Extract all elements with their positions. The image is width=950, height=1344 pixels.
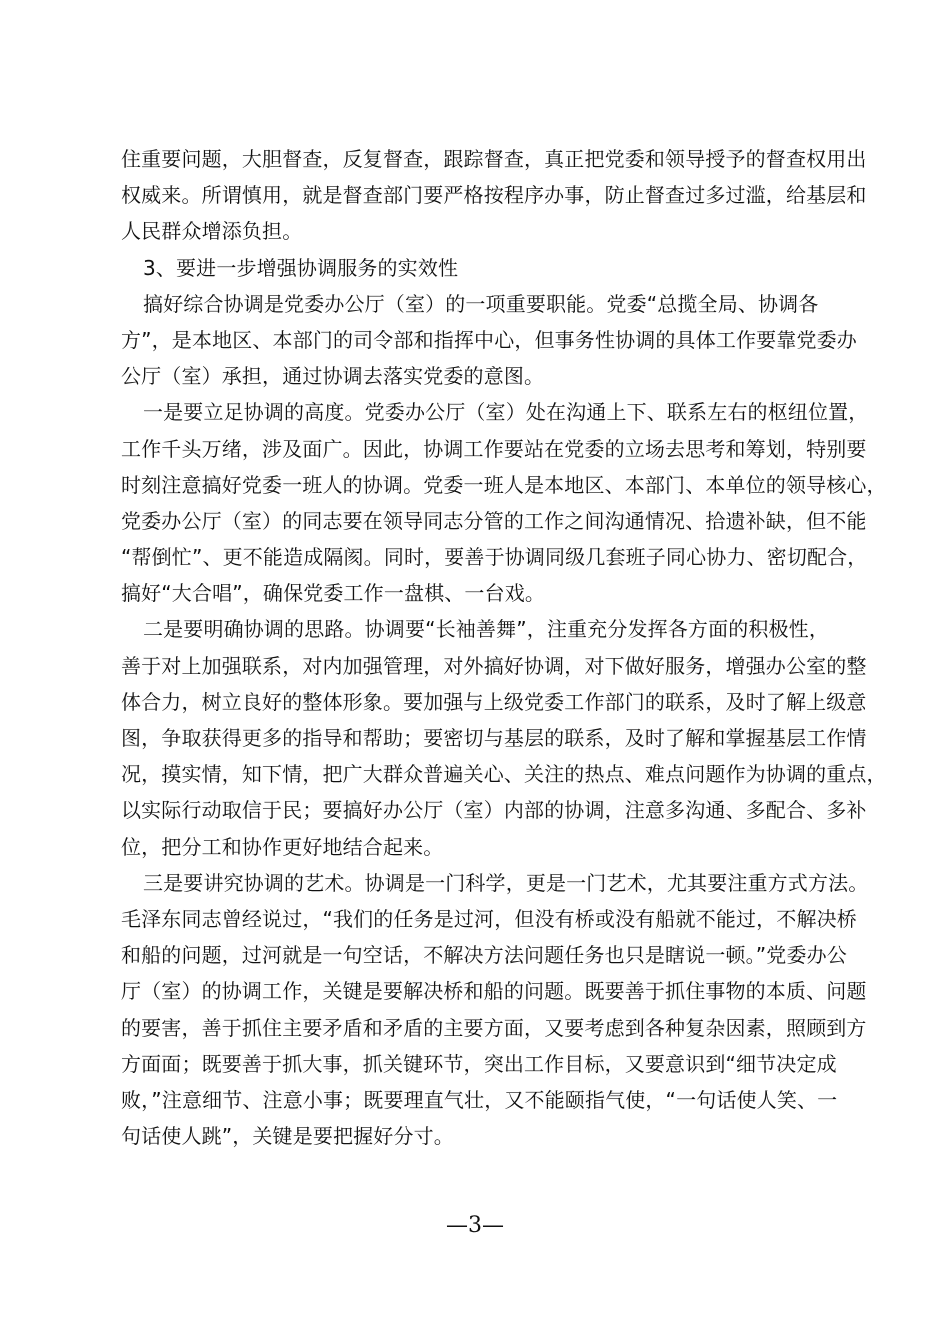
text-line: 党委办公厅（室）的同志要在领导同志分管的工作之间沟通情况、拾遗补缺，但不能 (121, 508, 867, 533)
text-line: 住重要问题，大胆督查，反复督查，跟踪督查，真正把党委和领导授予的督查权用出 (121, 147, 867, 171)
text-line: 厅（室）的协调工作，关键是要解决桥和船的问题。既要善于抓住事物的本质、问题 (121, 979, 867, 1004)
text-line: 时刻注意搞好党委一班人的协调。党委一班人是本地区、本部门、本单位的领导核心， (121, 472, 887, 497)
text-line: 败，”注意细节、注意小事；既要理直气壮，又不能颐指气使，“一句话使人笑、一 (121, 1087, 838, 1112)
text-line: 善于对上加强联系，对内加强管理，对外搞好协调，对下做好服务，增强办公室的整 (121, 653, 867, 678)
text-line: 搞好综合协调是党委办公厅（室）的一项重要职能。党委“总揽全局、协调各 (143, 291, 819, 316)
text-line: 况，摸实情，知下情，把广大群众普遍关心、关注的热点、难点问题作为协调的重点， (121, 762, 887, 787)
text-line: 体合力，树立良好的整体形象。要加强与上级党委工作部门的联系，及时了解上级意 (121, 689, 867, 714)
text-line: 权威来。所谓慎用，就是督查部门要严格按程序办事，防止督查过多过滥，给基层和 (121, 183, 867, 208)
text-line: 以实际行动取信于民；要搞好办公厅（室）内部的协调，注意多沟通、多配合、多补 (121, 798, 867, 823)
text-line: 方面面；既要善于抓大事，抓关键环节，突出工作目标，又要意识到“细节决定成 (121, 1051, 837, 1076)
text-line: 搞好“大合唱”，确保党委工作一盘棋、一台戏。 (121, 581, 546, 606)
section-heading: 3、要进一步增强协调服务的实效性 (143, 255, 459, 280)
text-line: 毛泽东同志曾经说过，“我们的任务是过河，但没有桥或没有船就不能过，不解决桥 (121, 906, 857, 931)
text-line: 二是要明确协调的思路。协调要“长袖善舞”，注重充分发挥各方面的积极性， (143, 617, 829, 642)
text-line: 位，把分工和协作更好地结合起来。 (121, 834, 444, 859)
text-line: 和船的问题，过河就是一句空话，不解决方法问题任务也只是瞎说一顿。”党委办公 (121, 943, 847, 968)
text-line: 工作千头万绪，涉及面广。因此，协调工作要站在党委的立场去思考和筹划，特别要 (121, 436, 867, 461)
text-line: “帮倒忙”、更不能造成隔阂。同时，要善于协调同级几套班子同心协力、密切配合， (121, 545, 868, 570)
page-number: —3— (446, 1213, 504, 1238)
text-line: 人民群众增添负担。 (121, 219, 303, 244)
text-line: 图，争取获得更多的指导和帮助；要密切与基层的联系，及时了解和掌握基层工作情 (121, 726, 867, 750)
text-line: 一是要立足协调的高度。党委办公厅（室）处在沟通上下、联系左右的枢纽位置， (143, 400, 869, 425)
text-line: 三是要讲究协调的艺术。协调是一门科学，更是一门艺术，尤其要注重方式方法。 (143, 870, 869, 895)
text-line: 方”，是本地区、本部门的司令部和指挥中心，但事务性协调的具体工作要靠党委办 (121, 327, 857, 352)
text-line: 句话使人跳”，关键是要把握好分寸。 (121, 1124, 454, 1149)
text-line: 的要害，善于抓住主要矛盾和矛盾的主要方面，又要考虑到各种复杂因素，照顾到方 (121, 1015, 867, 1040)
body-text (121, 141, 887, 1154)
text-line: 公厅（室）承担，通过协调去落实党委的意图。 (121, 364, 545, 389)
